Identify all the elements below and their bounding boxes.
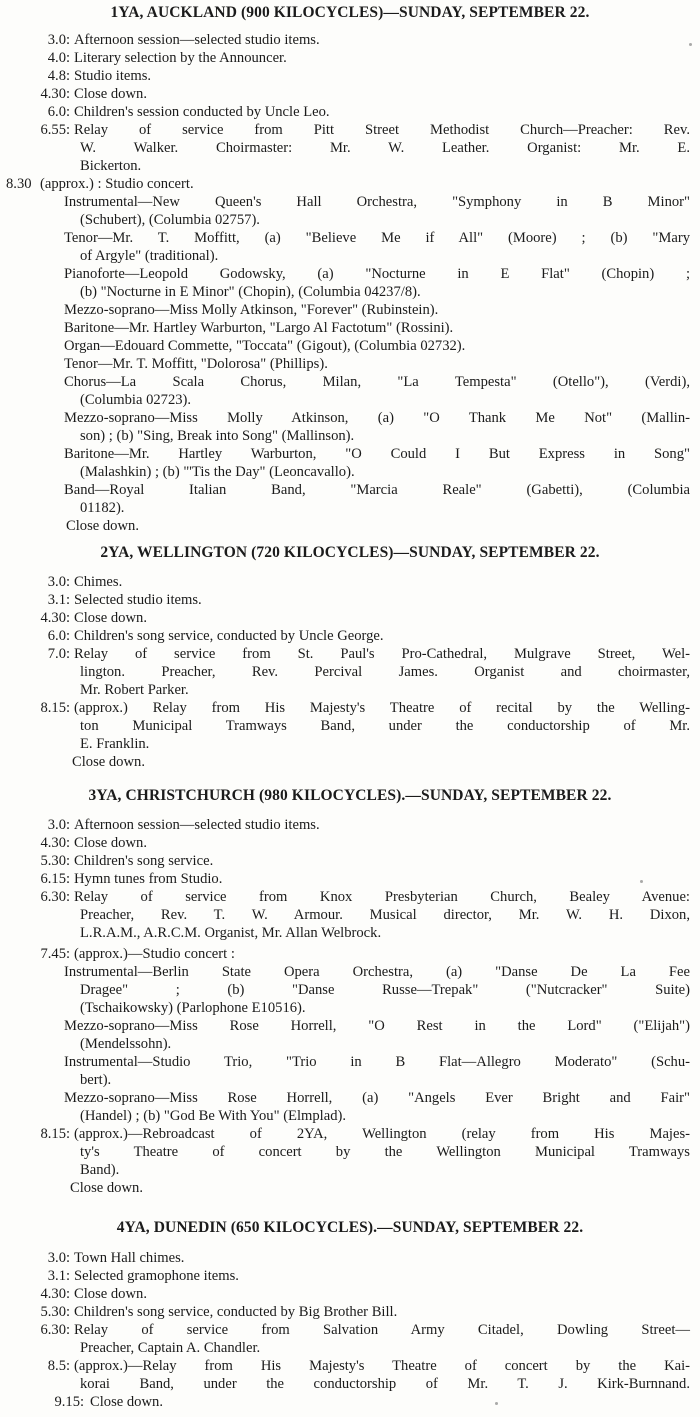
schedule-item: 4.30 : Close down. <box>0 86 700 101</box>
item-text: Studio items. <box>74 68 152 84</box>
item-text: Close down. <box>74 86 147 102</box>
schedule-item: 3.0 : Afternoon session—selected studio items. <box>47 817 320 833</box>
program-line: Organ—Edouard Commette, "Toccata" (Gigout), (Columbia 02732). <box>64 338 466 354</box>
station-header-1ya: 1YA, AUCKLAND (900 KILOCYCLES)—SUNDAY, SEPTEMBER 22. <box>110 4 590 21</box>
schedule-item: 8.15 : (approx.) Relay from His Majesty's Theatre of recital by the Welling- <box>40 700 690 716</box>
item-text: Children's session conducted by Uncle Leo. <box>74 104 330 120</box>
item-text: Literary selection by the Announcer. <box>74 50 287 66</box>
schedule-item: 6.55 : Relay of service from Pitt Street Methodist Church—Preacher: Rev. <box>0 122 700 137</box>
program-line: Mezzo-soprano—Miss Rose Horrell, "O Rest in the Lord" ("Elijah") <box>64 1018 690 1034</box>
item-text-cont: W. Walker. Choirmaster: Mr. W. Leather. Organist: Mr. E. <box>80 140 690 156</box>
section-3ya-schedule: 3.0 : Afternoon session—selected studio items. 4.30 : Close down. 5.30 : Children's song service. 6.15 : Hymn tunes from Studio. 6.30 : Relay of service from Knox Presbyterian Church, Bealey Avenue: Preacher, Rev. T. W. Armour. Musical director, Mr. W. H. Dixon, L.R.A.M., A.R.C.M. Organist, Mr. Allan Welbrock. 7.45 : (approx.)—Studio concert : Instrumental—Berlin State Opera Orchestra, (a) "Danse De La Fee Dragee" ; (b) "Danse Russe—Trepak" ("Nutcracker" Suite) (Tschaikowsky) (Parlophone E10516). Mezzo-soprano—Miss Rose Horrell, "O Rest in the Lord" ("Elijah") (Mendelssohn). Instrumental—Studio Trio, "Trio in B Flat—Allegro Moderato" (Schu- bert). Mezzo-soprano—Miss Rose Horrell, (a) "Angels Ever Bright and Fair" (Handel) ; (b) "God Be With You" (Elmplad). 8.15 : (approx.)—Rebroadcast of 2YA, Wellington (relay from His Majes- ty's Theatre of concert by the Wellington Municipal Tramways Band). Close down. <box>0 817 700 1195</box>
schedule-item: 9.15 : Close down. <box>54 1394 163 1410</box>
section-4ya-schedule: 3.0 : Town Hall chimes. 3.1 : Selected gramophone items. 4.30 : Close down. 5.30 : Children's song service, conducted by Big Brother Bill. 6.30 : Relay of service from Salvation Army Citadel, Dowling Street— Preacher, Captain A. Chandler. 8.5 : (approx.)—Relay from His Majesty's Theatre of concert by the Kai- korai Band, under the conductorship of Mr. T. J. Kirk-Burnnand. 9.15 : Close down. <box>0 1250 700 1409</box>
program-line: Pianoforte—Leopold Godowsky, (a) "Nocturne in E Flat" (Chopin) ; <box>64 266 690 282</box>
item-time: 4.0 <box>47 50 66 66</box>
schedule-item: 6.30 : Relay of service from Knox Presbyterian Church, Bealey Avenue: <box>40 889 690 905</box>
schedule-item: 5.30 : Children's song service, conducted by Big Brother Bill. <box>40 1304 398 1320</box>
program-line: Instrumental—New Queen's Hall Orchestra, "Symphony in B Minor" <box>64 194 690 210</box>
schedule-item: 5.30 : Children's song service. <box>40 853 214 869</box>
item-text: Afternoon session—selected studio items. <box>74 32 320 48</box>
schedule-item: 6.30 : Relay of service from Salvation Army Citadel, Dowling Street— <box>40 1322 690 1338</box>
schedule-item: 3.1 : Selected studio items. <box>47 592 202 608</box>
program-line: Tenor—Mr. T. Moffitt, (a) "Believe Me if All" (Moore) ; (b) "Mary <box>64 230 690 246</box>
schedule-item: 4.30 : Close down. <box>40 610 147 626</box>
station-header-3ya: 3YA, CHRISTCHURCH (980 KILOCYCLES).—SUNDAY, SEPTEMBER 22. <box>88 787 612 804</box>
item-time: 3.0 <box>47 32 66 48</box>
item-text: Relay of service from Pitt Street Methodist Church—Preacher: Rev. <box>74 122 690 138</box>
print-speck <box>495 1402 498 1405</box>
station-header-2ya: 2YA, WELLINGTON (720 KILOCYCLES)—SUNDAY, SEPTEMBER 22. <box>100 544 600 561</box>
schedule-item: 3.0 : Afternoon session—selected studio items. <box>0 32 700 47</box>
program-line: Band—Royal Italian Band, "Marcia Reale" (Gabetti), (Columbia <box>64 482 690 498</box>
schedule-item: 4.30 : Close down. <box>40 835 147 851</box>
item-time: 4.8 <box>47 68 66 84</box>
schedule-item: 4.0 : Literary selection by the Announcer. <box>0 50 700 65</box>
close-down: Close down. <box>70 1180 143 1196</box>
schedule-item: 4.30 : Close down. <box>40 1286 147 1302</box>
program-line: Baritone—Mr. Hartley Warburton, "Largo Al Factotum" (Rossini). <box>64 320 454 336</box>
station-header-4ya: 4YA, DUNEDIN (650 KILOCYCLES).—SUNDAY, SEPTEMBER 22. <box>116 1219 584 1236</box>
schedule-item: 6.0 : Children's song service, conducted by Uncle George. <box>47 628 384 644</box>
program-line: Instrumental—Berlin State Opera Orchestra, (a) "Danse De La Fee <box>64 964 690 980</box>
schedule-item: 6.15 : Hymn tunes from Studio. <box>40 871 223 887</box>
item-time: 6.55 <box>40 122 66 138</box>
program-line: Mezzo-soprano—Miss Rose Horrell, (a) "Angels Ever Bright and Fair" <box>64 1090 690 1106</box>
item-text: (approx.) : Studio concert. <box>40 176 194 192</box>
schedule-item: 8.5 : (approx.)—Relay from His Majesty's Theatre of concert by the Kai- <box>47 1358 690 1374</box>
program-line: Instrumental—Studio Trio, "Trio in B Flat—Allegro Moderato" (Schu- <box>64 1054 690 1070</box>
schedule-item: 3.0 : Chimes. <box>47 574 123 590</box>
program-line: Mezzo-soprano—Miss Molly Atkinson, "Forever" (Rubinstein). <box>64 302 439 318</box>
program-line: Baritone—Mr. Hartley Warburton, "O Could I But Express in Song" <box>64 446 690 462</box>
schedule-item: 7.0 : Relay of service from St. Paul's Pro-Cathedral, Mulgrave Street, Wel- <box>47 646 690 662</box>
schedule-item: 3.1 : Selected gramophone items. <box>47 1268 239 1284</box>
schedule-item: 7.45 : (approx.)—Studio concert : <box>40 946 235 962</box>
schedule-item: 4.8 : Studio items. <box>0 68 700 83</box>
schedule-item <box>0 176 700 191</box>
schedule-item: 6.0 : Children's session conducted by Uncle Leo. <box>0 104 700 119</box>
print-speck <box>640 880 643 883</box>
schedule-item: 8.15 : (approx.)—Rebroadcast of 2YA, Wellington (relay from His Majes- <box>40 1126 690 1142</box>
section-1ya-schedule: 3.0 : Afternoon session—selected studio items. 4.0 : Literary selection by the Announcer. 4.8 : Studio items. 4.30 : Close down. 6.0 : Children's session conducted by Uncle Leo. 6.55 : Relay of service from Pitt Street Methodist Church—Preacher: Rev. W. Walker. Choirmaster: Mr. W. Leather. Organist: Mr. E. Bickerton. 8.30 (approx.) : Studio concert. Instrumental—New Queen's Hall Orchestra, "Symphony in B Minor" (Schubert), (Columbia 02757). Tenor—Mr. T. Moffitt, (a) "Believe Me if All" (Moore) ; (b) "Mary of Argyle" (traditional). Pianoforte—Leopold Godowsky, (a) "Nocturne in E Flat" (Chopin) ; (b) "Nocturne in E Minor" (Chopin), (Columbia 04237/8). Mezzo-soprano—Miss Molly Atkinson, "Forever" (Rubinstein). Baritone—Mr. Hartley Warburton, "Largo Al Factotum" (Rossini). Organ—Edouard Commette, "Toccata" (Gigout), (Columbia 02732). Tenor—Mr. T. Moffitt, "Dolorosa" (Phillips). Chorus—La Scala Chorus, Milan, "La Tempesta" (Otello"), (Verdi), (Columbia 02723). Mezzo-soprano—Miss Molly Atkinson, (a) "O Thank Me Not" (Mallin- son) ; (b) "Sing, Break into Song" (Mallinson). Baritone—Mr. Hartley Warburton, "O Could I But Express in Song" (Malashkin) ; (b) "'Tis the Day" (Leoncavallo). Band—Royal Italian Band, "Marcia Reale" (Gabetti), (Columbia 01182). Close down. <box>0 32 700 533</box>
program-line: Mezzo-soprano—Miss Molly Atkinson, (a) "O Thank Me Not" (Mallin- <box>64 410 690 426</box>
print-speck <box>689 43 692 46</box>
item-text-cont: Bickerton. <box>80 158 142 174</box>
schedule-item: 3.0 : Town Hall chimes. <box>47 1250 185 1266</box>
item-time: 4.30 <box>40 86 66 102</box>
item-time: 6.0 <box>47 104 66 120</box>
close-down: Close down. <box>72 754 145 770</box>
program-line: Tenor—Mr. T. Moffitt, "Dolorosa" (Phillips). <box>64 356 328 372</box>
item-time: 8.30 <box>6 176 32 192</box>
close-down: Close down. <box>66 518 139 534</box>
section-2ya-schedule: 3.0 : Chimes. 3.1 : Selected studio items. 4.30 : Close down. 6.0 : Children's song service, conducted by Uncle George. 7.0 : Relay of service from St. Paul's Pro-Cathedral, Mulgrave Street, Wel- lington. Preacher, Rev. Percival James. Organist and choirmaster, Mr. Robert Parker. 8.15 : (approx.) Relay from His Majesty's Theatre of recital by the Welling- ton Municipal Tramways Band, under the conductorship of Mr. E. Franklin. Close down. <box>0 574 700 769</box>
program-line: Chorus—La Scala Chorus, Milan, "La Tempesta" (Otello"), (Verdi), <box>64 374 690 390</box>
